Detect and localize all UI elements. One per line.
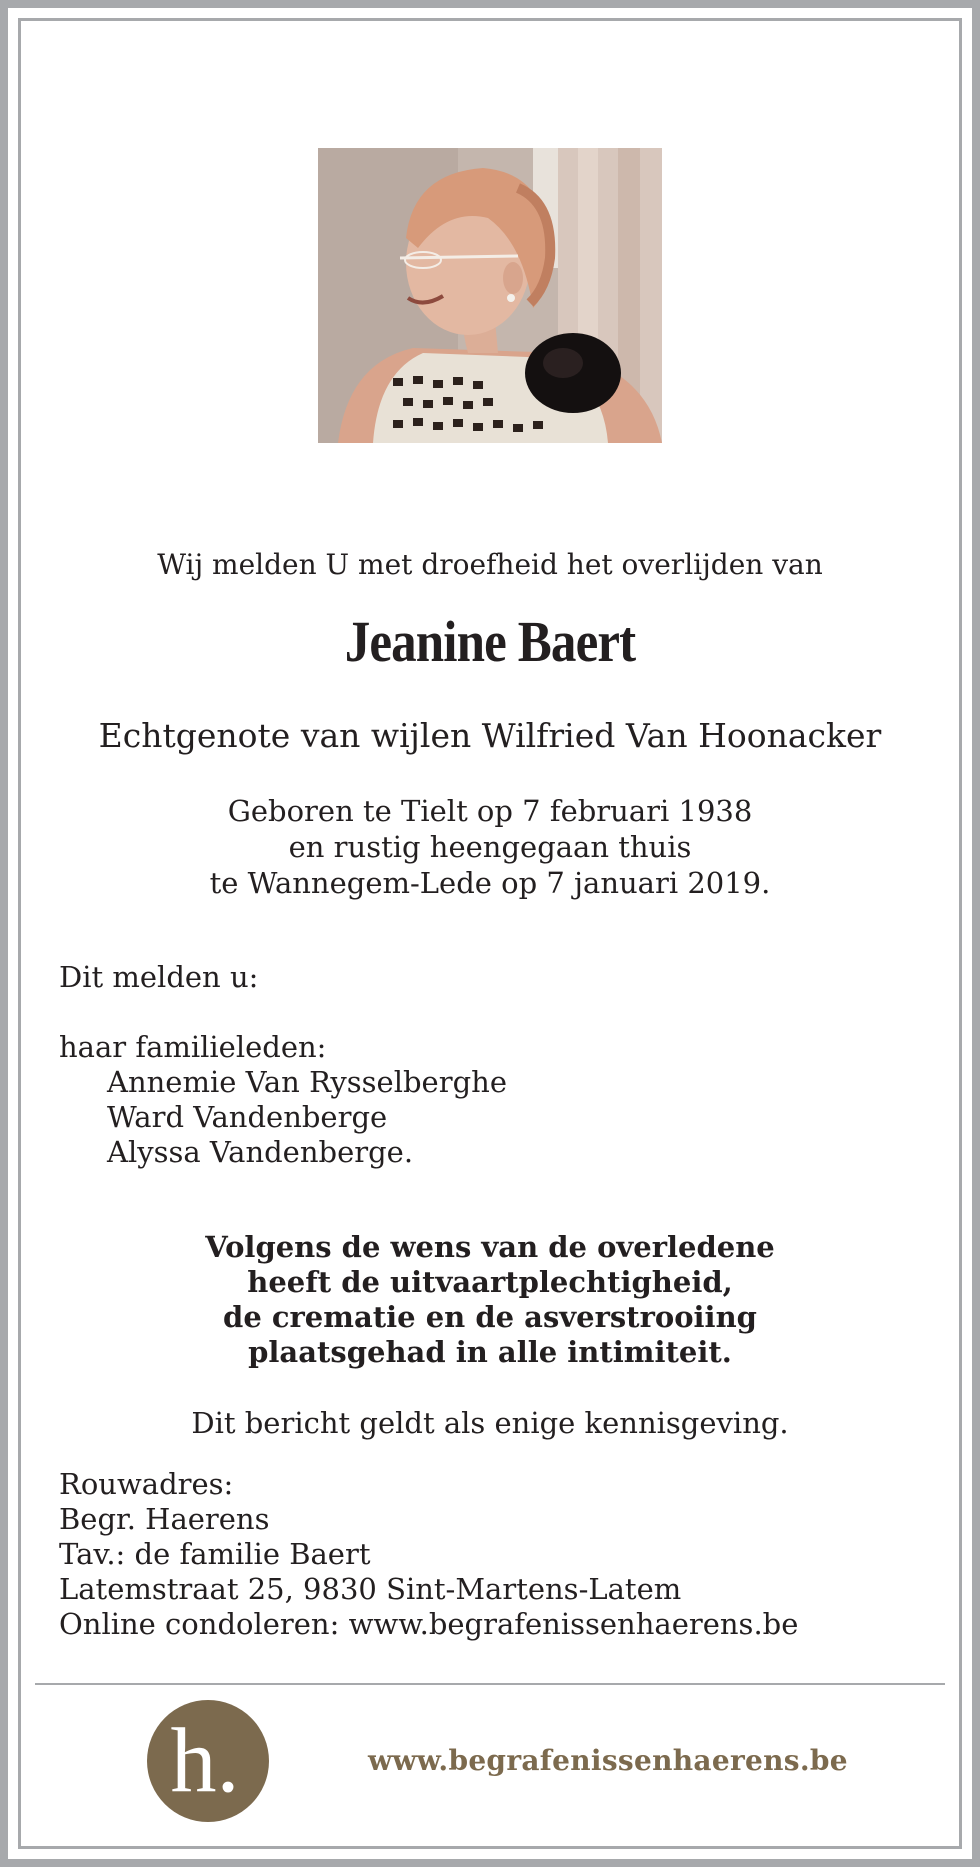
birth-death-block xyxy=(0,793,980,901)
spouse-line: Echtgenote van wijlen Wilfried Van Hoonacker xyxy=(98,716,882,755)
passed-line: en rustig heengegaan thuis xyxy=(288,830,692,864)
notice-text: Dit bericht geldt als enige kennisgeving. xyxy=(191,1406,789,1440)
place-date-line: te Wannegem-Lede op 7 januari 2019. xyxy=(209,866,771,900)
family-members-list xyxy=(107,1065,507,1170)
born-line: Geboren te Tielt op 7 februari 1938 xyxy=(227,794,753,828)
family-label: haar familieleden: xyxy=(59,1030,327,1064)
address-label: Rouwadres: xyxy=(59,1467,234,1501)
family-member: Annemie Van Rysselberghe xyxy=(107,1065,507,1099)
family-member: Ward Vandenberge xyxy=(107,1100,388,1134)
footer-divider xyxy=(35,1683,945,1685)
address-line: Latemstraat 25, 9830 Sint-Martens-Latem xyxy=(59,1572,682,1606)
footer-website-link[interactable]: www.begrafenissenhaerens.be xyxy=(368,1744,848,1777)
address-line: Tav.: de familie Baert xyxy=(59,1537,371,1571)
portrait-photo xyxy=(318,148,662,443)
address-block xyxy=(59,1467,798,1642)
family-member: Alyssa Vandenberge. xyxy=(107,1135,414,1169)
intro-text: Wij melden U met droefheid het overlijden van xyxy=(157,548,823,581)
condolence-line: Online condoleren: www.begrafenissenhaerens.be xyxy=(59,1607,799,1641)
deceased-name: Jeanine Baert xyxy=(344,609,636,674)
announce-intro: Dit melden u: xyxy=(59,960,259,994)
wish-line: plaatsgehad in alle intimiteit. xyxy=(248,1335,732,1369)
logo-letter: h. xyxy=(170,1709,240,1811)
wish-block xyxy=(0,1230,980,1370)
wish-line: de crematie en de asverstrooiing xyxy=(223,1300,757,1334)
wish-line: heeft de uitvaartplechtigheid, xyxy=(247,1265,733,1299)
haerens-logo xyxy=(147,1700,269,1822)
wish-line: Volgens de wens van de overledene xyxy=(205,1230,775,1264)
address-line: Begr. Haerens xyxy=(59,1502,270,1536)
